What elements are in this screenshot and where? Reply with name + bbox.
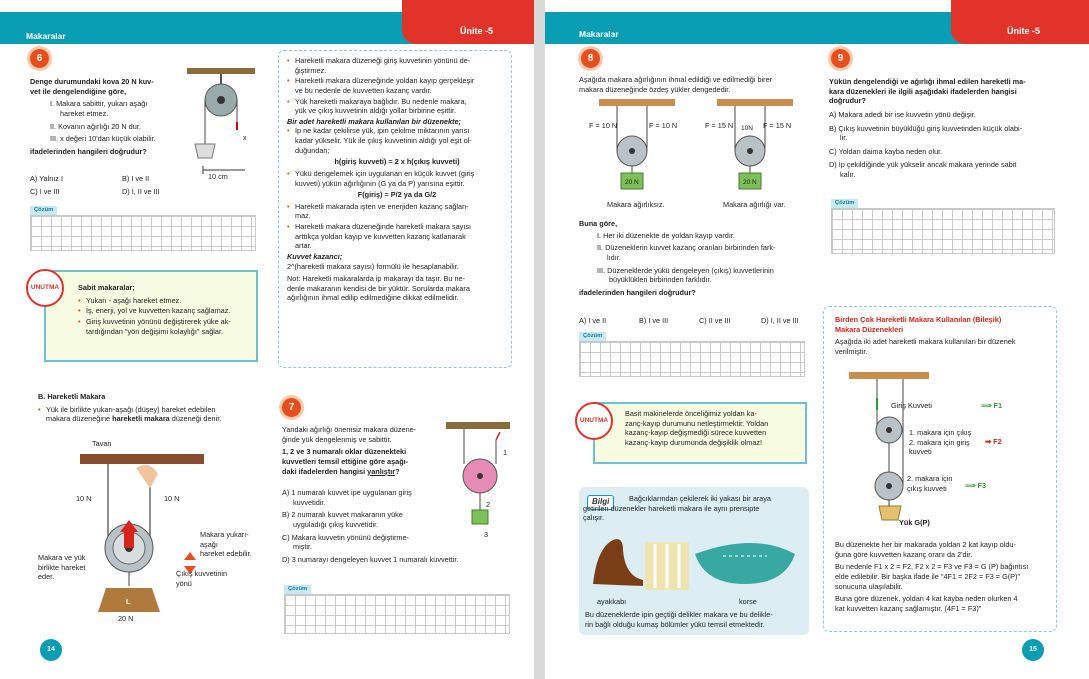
q8-option-d[interactable]: D) I, II ve III: [761, 316, 799, 325]
q8-solution-grid[interactable]: [579, 341, 805, 377]
note-line: Not: Hareketli makaralarda ip makarayı da taşır. Bu ne-: [287, 274, 466, 284]
label-line: 1. makara için çıkış: [909, 428, 972, 437]
explanation-line: Bu düzenekte her bir makarada yoldan 2 kat kayıp oldu-: [835, 540, 1016, 549]
label-line: birlikte hareket: [38, 562, 86, 572]
info-line: yük ve çıkış kuvvetinin aldığı yollar birbirine eşittir.: [295, 106, 457, 116]
unutma-1-bullet: • İş, enerji, yol ve kuvvetten kazanç sağlamaz.: [78, 306, 256, 316]
q6-item-3: III. x değeri 10'dan küçük olabilir.: [50, 134, 156, 144]
q6-question: ifadelerinden hangileri doğrudur?: [30, 146, 147, 156]
info-line: Yükü dengelemek için uygulanan en küçük kuvvet (giriş: [295, 168, 475, 178]
option-line: kalır.: [840, 170, 856, 179]
bilgi-line: getirilen düzenekler hareketli makara ile aynı prensipte: [583, 503, 760, 513]
option-line: uyguladığı çıkış kuvvetidir.: [293, 519, 379, 529]
q8-item-2-cont: lıdır.: [607, 252, 621, 262]
q6-item-2: II. Kovanın ağırlığı 20 N dur.: [50, 121, 141, 131]
unutma-1-text: [78, 283, 256, 337]
label-line: hareket edebilir.: [200, 549, 252, 559]
header-title: Makaralar: [579, 29, 619, 39]
info-note: [287, 274, 507, 303]
info-heading: Kuvvet kazancı;: [287, 251, 343, 261]
q8-load-label: 20 N: [625, 179, 639, 186]
load-letter: L: [126, 597, 131, 606]
bilgi-label-shoe: ayakkabı: [597, 597, 627, 606]
q7-stem-line: ğinde yük dengelenmiş ve sabittir.: [282, 434, 392, 444]
option-line: lir.: [840, 133, 848, 143]
q6-option-c[interactable]: C) I ve III: [30, 187, 60, 196]
explanation-line: Buna göre düzenek, yoldan 4 kat kayba neden olurken 4: [835, 594, 1018, 604]
q8-item-2: II. Düzeneklerin kuvvet kazanç oranları birbirinden fark-: [597, 243, 776, 253]
q9-option-d[interactable]: [829, 160, 1053, 179]
info-bullet: [287, 56, 507, 75]
question-number-6: 6: [30, 49, 49, 68]
q6-option-b[interactable]: B) I ve II: [122, 174, 150, 183]
q7-stem-wrong: yanlıştır: [367, 466, 396, 476]
unutma-2-line: Basit makinelerde önceliğimiz yoldan ka-: [625, 409, 757, 418]
q9-solution-label: Çözüm: [831, 199, 858, 209]
q8-force-label: F = 15 N: [705, 121, 734, 130]
info-bullet: [287, 202, 507, 221]
q7-stem-line: [282, 467, 442, 477]
note-line: denle makaranın kendisi de bir yüktür. Sorularda makara: [287, 283, 470, 293]
q7-stem: [282, 425, 442, 476]
q8-lead: Buna göre,: [579, 219, 618, 228]
bilgi-label-corset: korse: [739, 597, 757, 606]
explanation-line: Bu nedenle F1 x 2 = F2, F2 x 2 = F3 ve F3 = G (P) bağıntısı: [835, 562, 1029, 572]
unutma-1-bullet: [78, 317, 256, 336]
info-line: duğundan;: [295, 145, 330, 155]
info-bullet: [287, 169, 507, 188]
q9-option-c[interactable]: C) Yoldan daima kayba neden olur.: [829, 146, 943, 156]
header-title: Makaralar: [26, 31, 66, 41]
label-line: 2. makara için: [907, 474, 953, 483]
unutma-1-bullet-line: tardığından "yön değişimi kolaylığı" sağlar.: [86, 326, 224, 336]
info-line: kuvveti) yükün ağırlığının (G ya da P) yarısına eşittir.: [295, 178, 465, 188]
label-line: 2. makara için giriş: [909, 437, 970, 447]
arrow-label-1: 1: [503, 448, 508, 457]
left-page: [0, 0, 534, 679]
right-page: [545, 0, 1089, 679]
compound-title: Makara Düzenekleri: [835, 324, 904, 334]
unutma-1-bullet-line: Giriş kuvvetinin yönünü değiştirerek yüke ak-: [86, 316, 231, 326]
q8-item-3: III. Düzeneklerde yükü dengeleyen (çıkış) kuvvetlerinin: [597, 265, 774, 275]
label-line: Makara ve yük: [38, 553, 86, 562]
moving-pulley-section: [38, 392, 258, 425]
unutma-1-title: Sabit makaralar;: [78, 283, 135, 292]
q7-solution-label: Çözüm: [284, 585, 311, 595]
explanation-line: ğuna göre kuvvetten kazanç oranı da 2'dir.: [835, 549, 973, 559]
question-number-7: 7: [282, 398, 301, 417]
q8-stem: [579, 75, 811, 94]
compound-intro-line: verilmiştir.: [835, 346, 868, 356]
q9-option-b[interactable]: [829, 124, 1053, 143]
q8-force-label: F = 15 N: [763, 121, 792, 130]
f2-label: ➡ F2: [985, 437, 1002, 446]
q9-stem-line: doğrudur?: [829, 96, 866, 106]
q7-stem-line: kuvvetleri temsil ettiğine göre aşağı-: [282, 456, 409, 466]
option-line: kuvvetidir.: [293, 497, 326, 507]
unutma-2-line: kazanç-kayıp değişmediği sürece kuvvetten: [625, 428, 767, 438]
q6-figure-distance-label: 10 cm: [208, 172, 228, 181]
f1-text: F1: [993, 401, 1003, 410]
q9-stem: [829, 77, 1053, 180]
q9-stem-line: kara düzenekleri ile ilgili aşağıdaki ifadelerden hangisi: [829, 86, 1017, 96]
q7-stem-line: 1, 2 ve 3 numaralı oklar düzenekteki: [282, 447, 407, 457]
page-number: 14: [40, 639, 62, 661]
unutma-badge-label: UNUTMA: [579, 417, 609, 424]
intro-bold: hareketli makara: [112, 414, 170, 424]
q6-solution-label: Çözüm: [30, 206, 57, 216]
option-line: B) Çıkış kuvvetinin büyüklüğü giriş kuvvetinden küçük olabi-: [829, 123, 1023, 133]
f2-text: F2: [993, 437, 1002, 446]
f1-label: ⟹ F1: [981, 401, 1003, 410]
note-line: ağırlığının ihmal edilip edilmediğine dikkat edilmelidir.: [287, 293, 459, 303]
intro-line: makara düzeneğine: [46, 414, 113, 424]
label-line: Çıkış kuvvetinin: [176, 569, 228, 578]
label-line: Makara yukarı-aşağı: [200, 530, 249, 549]
formula-height: h(giriş kuvveti) = 2 x h(çıkış kuvveti): [334, 157, 460, 167]
bilgi-caption: [585, 610, 807, 629]
bilgi-caption-line: rin bağlı olduğu kumaş bölümler yükü temsil etmektedir.: [585, 619, 765, 629]
q9-stem-line: Yükün dengelendiği ve ağırlığı ihmal edilen hareketli ma-: [829, 77, 1026, 86]
q6-solution-grid[interactable]: [30, 215, 256, 251]
info-bullet: [287, 76, 507, 95]
q8-load-label: 20 N: [743, 179, 757, 186]
unutma-badge-label: UNUTMA: [30, 284, 60, 291]
unutma-2-line: zanç-kayıp durumunu netleştirmektir. Yoldan: [625, 418, 769, 428]
pulley-moves-label: [200, 530, 260, 559]
q8-option-b[interactable]: B) I ve III: [639, 316, 669, 325]
info-line: İp ne kadar çekilirse yük, ipin çekilme miktarının yarısı: [295, 126, 470, 136]
explanation-line: sonucuna ulaşılabilir.: [835, 581, 903, 591]
load-moves-label: [38, 553, 100, 582]
explanation-line: elde edilebilir. Bir başka ifade ile "4F1 = 2F2 = F3 = G(P)": [835, 571, 1021, 581]
label-line: eder.: [38, 572, 55, 582]
compound-explanation: [835, 540, 1051, 613]
info-line: Hareketli makara düzeneğinde hareketli makara sayısı: [295, 222, 472, 231]
q8-stem-line: Aşağıda makara ağırlığının ihmal edildiği ve edilmediği birer: [579, 75, 773, 84]
info-bullet: [287, 126, 507, 155]
compound-intro-line: Aşağıda iki adet hareketli makara kullanılan bir düzenek: [835, 337, 1016, 347]
intro-line: düzeneği denir.: [169, 414, 222, 424]
input-force-label: Giriş Kuvveti: [891, 401, 932, 410]
arrow-label-2: 2: [486, 500, 491, 509]
unit-tab: [402, 0, 534, 44]
bilgi-text: [583, 494, 805, 523]
bilgi-caption-line: Bu düzeneklerde ipin geçtiği delikler makara ve bu delikle-: [585, 610, 773, 619]
q8-caption: Makara ağırlığı var.: [723, 200, 786, 209]
f3-label: ⟹ F3: [965, 481, 987, 490]
q7-stem-line: Yandaki ağırlığı önemsiz makara düzene-: [282, 425, 417, 434]
option-line: D) İp çekildiğinde yük yükselir ancak makara yerinde sabit: [829, 160, 1017, 170]
q6-fixed-pulley-figure: [185, 66, 265, 186]
q9-option-a[interactable]: A) Makara adedi bir ise kuvvetin yönü değişir.: [829, 109, 976, 119]
label-line: yönü: [176, 578, 192, 588]
unit-tab: [951, 0, 1089, 44]
info-line: ğiştirmez.: [295, 65, 327, 75]
unit-label: Ünite -5: [460, 26, 494, 36]
formula-gain: 2^(hareketli makara sayısı) formülü ile hesaplanabilir.: [287, 261, 459, 271]
q6-option-a[interactable]: A) Yalnız I: [30, 174, 63, 183]
compound-title: Birden Çok Hareketli Makara Kullanılan (Bileşik): [835, 315, 1002, 324]
option-line: miştir.: [293, 542, 313, 552]
q8-option-c[interactable]: C) II ve III: [699, 316, 731, 325]
q7-solution-grid[interactable]: [284, 594, 510, 634]
load-weight-label: 20 N: [118, 614, 134, 623]
formula-force: F(giriş) = P/2 ya da G/2: [357, 190, 437, 200]
q8-force-label: F = 10 N: [589, 121, 618, 130]
q6-item-1: I. Makara sabittir, yukarı aşağı: [50, 99, 148, 109]
info-line: Hareketli makara düzeneği giriş kuvvetinin yönünü de-: [295, 56, 471, 65]
label-line: kuvveti: [909, 447, 932, 457]
q8-item-1: I. Her iki düzenekte de yoldan kayıp vardır.: [597, 230, 735, 240]
bilgi-line: çalışır.: [583, 513, 605, 523]
pulley-1-label: [909, 428, 977, 457]
q8-item-3-cont: büyüklükleri birbirinden farklıdır.: [609, 275, 712, 285]
q8-pulley-weight-label: 10N: [741, 125, 753, 132]
q8-caption: Makara ağırlıksız.: [607, 200, 665, 209]
q8-solution-label: Çözüm: [579, 332, 606, 342]
intro-line: Yük ile birlikte yukarı-aşağı (düşey) hareket edebilen: [46, 404, 216, 414]
option-line: A) 1 numaralı kuvvet ipe uygulanan giriş: [282, 488, 412, 497]
label-line: çıkış kuvveti: [907, 483, 947, 493]
force-label-right: 10 N: [164, 494, 180, 503]
option-line: B) 2 numaralı kuvvet makaranın yüke: [282, 510, 403, 520]
bilgi-images: [585, 534, 805, 594]
q6-option-d[interactable]: D) I, II ve III: [122, 187, 160, 196]
compound-intro: [835, 315, 1051, 357]
q7-stem-part: ?: [395, 466, 400, 476]
bilgi-line: Bağcıklarından çekilerek iki yakası bir araya: [629, 494, 771, 503]
q8-stem-line: makara düzeneğinde özdeş yükler dengededir.: [579, 84, 731, 94]
q7-option-d[interactable]: D) 3 numarayı dengeleyen kuvvet 1 numaralı kuvvettir.: [282, 554, 459, 564]
q9-solution-grid[interactable]: [831, 208, 1055, 254]
option-line: C) Makara kuvvetin yönünü değiştirme-: [282, 532, 409, 542]
q8-option-a[interactable]: A) I ve II: [579, 316, 607, 325]
page-number: 15: [1022, 639, 1044, 661]
info-line: Yük hareketli makaraya bağlıdır. Bu nedenle makara,: [295, 96, 467, 106]
question-number-9: 9: [831, 49, 850, 68]
info-line: kadar yükselir. Yük ile çıkış kuvvetinin aldığı yol eşit ol-: [295, 136, 472, 145]
bilgi-badge-label: Bilgi: [592, 497, 610, 506]
q6-stem-line: vet ile dengelendiğine göre,: [30, 86, 127, 96]
arrow-label-3: 3: [484, 530, 489, 539]
unutma-2-text: [625, 409, 803, 448]
pulley-2-label: [907, 474, 965, 493]
q6-stem: [30, 77, 190, 156]
unit-label: Ünite -5: [1007, 26, 1041, 36]
unutma-badge: [575, 402, 613, 440]
info-line: arttıkça yoldan kayıp ve kuvvetten kazanç katlanarak: [295, 231, 466, 241]
q7-stem-part: daki ifadelerden hangisi: [282, 466, 368, 476]
info-bullet: [287, 222, 507, 251]
q6-stem-line: Denge durumundaki kova 20 N kuv-: [30, 77, 154, 86]
question-number-8: 8: [581, 49, 600, 68]
output-direction-label: [176, 569, 246, 588]
header-bar: [0, 12, 450, 44]
q8-force-label: F = 10 N: [649, 121, 678, 130]
info-bullet: [287, 97, 507, 116]
ceiling-label: Tavan: [92, 439, 112, 448]
section-intro: [38, 405, 258, 424]
info-heading: Bir adet hareketli makara kullanılan bir düzenekte;: [287, 116, 461, 126]
load-label: Yük G(P): [899, 518, 930, 527]
info-line: maz.: [295, 211, 311, 221]
q6-item-1-cont: hareket etmez.: [60, 108, 109, 118]
q8-question: ifadelerinden hangileri doğrudur?: [579, 287, 696, 297]
explanation-line: kat kuvvetten kazanç sağlamıştır. (4F1 = F3)": [835, 603, 982, 613]
q8-body: [579, 219, 811, 297]
unutma-1-bullet: • Yukarı - aşağı hareket etmez.: [78, 296, 256, 306]
unutma-2-line: kazanç-kayıp durumunda değişiklik olmaz!: [625, 437, 763, 447]
info-line: Hareketli makarada işten ve enerjiden kazanç sağlan-: [295, 201, 469, 211]
q8-pulley-figures: [585, 95, 815, 205]
q6-figure-x-label: x: [243, 133, 247, 142]
info-line: Hareketli makara düzeneğinde yoldan kayıp gerçekleşir: [295, 76, 475, 86]
q7-pulley-figure: [440, 420, 520, 540]
info-box-text: [287, 56, 507, 303]
info-line: artar.: [295, 241, 312, 251]
force-label-left: 10 N: [76, 494, 92, 503]
section-title: B. Hareketli Makara: [38, 392, 106, 401]
unutma-badge: [26, 269, 64, 307]
f3-text: F3: [977, 481, 987, 490]
info-line: ve bu nedenle de kuvvetten kazanç vardır.: [295, 85, 432, 95]
